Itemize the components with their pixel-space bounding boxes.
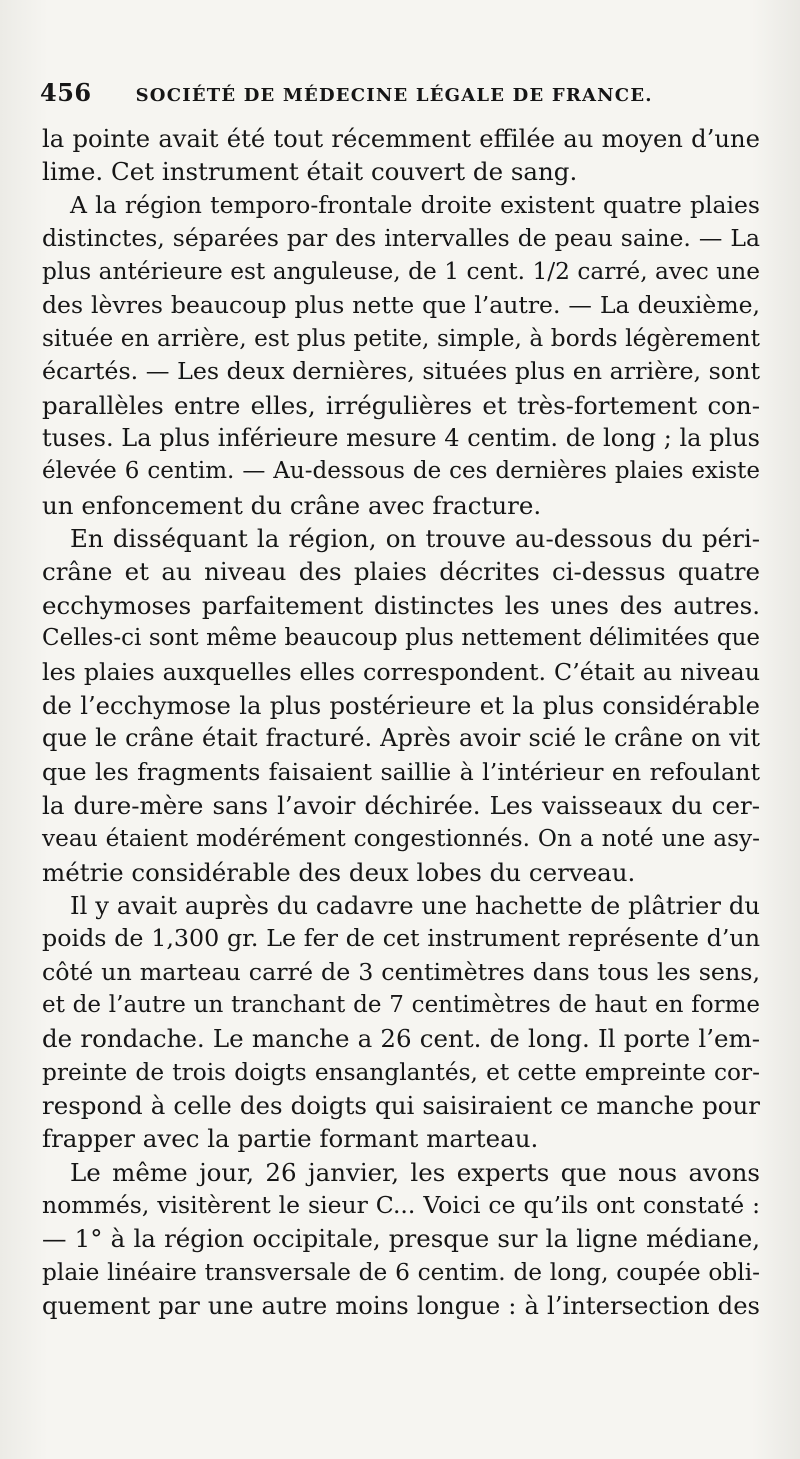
text-line: nommés, visitèrent le sieur C... Voici ce qu’ils ont constaté :	[42, 1191, 760, 1219]
text-line: ecchymoses parfaitement distinctes les unes des autres.	[42, 590, 760, 620]
text-line: et de l’autre un tranchant de 7 centimètres de haut en forme	[42, 991, 760, 1018]
text-line: distinctes, séparées par des intervalles de peau saine. — La	[42, 224, 760, 253]
text-line: un enfoncement du crâne avec fracture.	[42, 490, 542, 520]
text-line: située en arrière, est plus petite, simple, à bords légèrement	[42, 325, 760, 353]
text-line: de l’ecchymose la plus postérieure et la plus considérable	[42, 690, 760, 720]
text-line: les plaies auxquelles elles correspondent. C’était au niveau	[42, 657, 760, 686]
page-header	[40, 78, 720, 112]
text-line: plus antérieure est anguleuse, de 1 cent. 1/2 carré, avec une	[42, 258, 760, 286]
text-line: que les fragments faisaient saillie à l’intérieur en refoulant	[42, 757, 760, 786]
text-line: de rondache. Le manche a 26 cent. de long. Il porte l’em-	[42, 1024, 760, 1054]
text-line: A la région temporo-frontale droite existent quatre plaies	[70, 190, 760, 219]
text-line: Le même jour, 26 janvier, les experts que nous avons	[70, 1157, 760, 1187]
body-text	[42, 122, 760, 1322]
running-head: SOCIÉTÉ DE MÉDECINE LÉGALE DE FRANCE.	[135, 85, 653, 106]
page-number: 456	[40, 78, 92, 107]
text-line: la pointe avait été tout récemment effilée au moyen d’une	[42, 124, 760, 153]
text-line: que le crâne était fracturé. Après avoir scié le crâne on vit	[42, 724, 760, 753]
text-line: côté un marteau carré de 3 centimètres dans tous les sens,	[42, 957, 760, 986]
text-line: la dure-mère sans l’avoir déchirée. Les vaisseaux du cer-	[42, 790, 760, 820]
text-line: — 1° à la région occipitale, presque sur la ligne médiane,	[42, 1224, 760, 1254]
text-line: crâne et au niveau des plaies décrites ci-dessus quatre	[42, 557, 760, 587]
text-line: Il y avait auprès du cadavre une hachette de plâtrier du	[70, 890, 760, 920]
text-line: veau étaient modérément congestionnés. On a noté une asy-	[42, 825, 760, 853]
text-line: des lèvres beaucoup plus nette que l’autre. — La deuxième,	[42, 290, 760, 319]
text-line: parallèles entre elles, irrégulières et très-fortement con-	[42, 390, 760, 420]
text-line: métrie considérable des deux lobes du cerveau.	[42, 857, 636, 887]
text-line: tuses. La plus inférieure mesure 4 centim. de long ; la plus	[42, 424, 760, 453]
text-line: plaie linéaire transversale de 6 centim. de long, coupée obli-	[42, 1258, 760, 1286]
text-line: Celles-ci sont même beaucoup plus nettement délimitées que	[42, 625, 760, 652]
text-line: écartés. — Les deux dernières, situées plus en arrière, sont	[42, 357, 760, 386]
text-line: frapper avec la partie formant marteau.	[42, 1124, 539, 1154]
text-line: En disséquant la région, on trouve au-dessous du péri-	[70, 524, 760, 554]
text-line: respond à celle des doigts qui saisiraient ce manche pour	[42, 1090, 760, 1120]
text-line: quement par une autre moins longue : à l’intersection des	[42, 1291, 760, 1321]
text-line: lime. Cet instrument était couvert de sang.	[42, 157, 578, 187]
text-line: poids de 1,300 gr. Le fer de cet instrument représente d’un	[42, 924, 760, 953]
text-line: preinte de trois doigts ensanglantés, et cette empreinte cor-	[42, 1058, 760, 1086]
text-line: élevée 6 centim. — Au-dessous de ces dernières plaies existe	[42, 458, 760, 485]
